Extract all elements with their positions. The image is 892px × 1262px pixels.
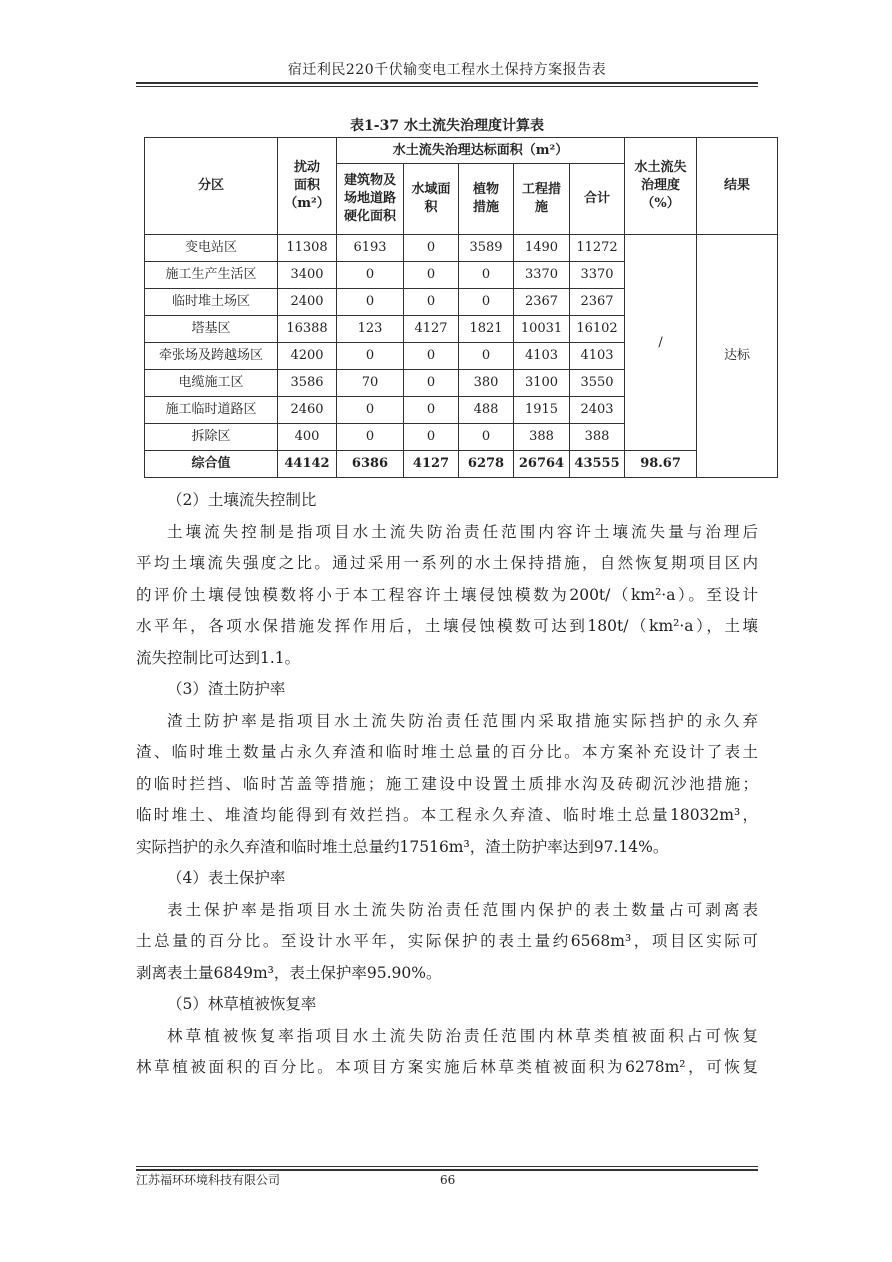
total-water: 4127 <box>404 451 459 478</box>
total-sum: 43555 <box>570 451 625 478</box>
cell-building: 0 <box>337 289 404 316</box>
cell-building: 70 <box>337 370 404 397</box>
header-treatment-degree: 水土流失 治理度 （%） <box>625 138 697 235</box>
erosion-control-table <box>144 137 778 478</box>
cell-engineering: 1915 <box>514 397 570 424</box>
cell-plant: 0 <box>459 289 514 316</box>
page-header-title: 宿迁利民220千伏输变电工程水土保持方案报告表 <box>287 62 607 78</box>
cell-water: 0 <box>404 262 459 289</box>
cell-sum: 11272 <box>570 235 625 262</box>
header-water-area: 水域面 积 <box>404 164 459 235</box>
footer-rule <box>136 1166 758 1167</box>
cell-engineering: 1490 <box>514 235 570 262</box>
cell-water: 0 <box>404 289 459 316</box>
cell-water: 0 <box>404 424 459 451</box>
cell-plant: 0 <box>459 343 514 370</box>
cell-water: 0 <box>404 370 459 397</box>
cell-plant: 488 <box>459 397 514 424</box>
cell-disturbed: 400 <box>278 424 337 451</box>
paragraph-topsoil-protection: 表土保护率是指项目水土流失防治责任范围内保护的表土数量占可剥离表 土总量的百分比。至设计水平年，实际保护的表土量约6568m³，项目区实际可 剥离表土量6849m³，表土保护率95.90%。 <box>136 900 758 982</box>
cell-zone: 变电站区 <box>145 235 278 262</box>
cell-sum: 2367 <box>570 289 625 316</box>
cell-building: 0 <box>337 262 404 289</box>
cell-plant: 0 <box>459 424 514 451</box>
cell-building: 123 <box>337 316 404 343</box>
cell-zone: 电缆施工区 <box>145 370 278 397</box>
total-plant: 6278 <box>459 451 514 478</box>
table-row <box>145 235 778 262</box>
cell-plant: 1821 <box>459 316 514 343</box>
footer-page-number: 66 <box>440 1173 456 1187</box>
total-disturbed: 44142 <box>278 451 337 478</box>
table-total-row <box>145 451 778 478</box>
header-rule-thin <box>136 86 758 87</box>
cell-water: 0 <box>404 397 459 424</box>
cell-engineering: 4103 <box>514 343 570 370</box>
cell-result-merged: 达标 <box>697 235 778 478</box>
total-engineering: 26764 <box>514 451 570 478</box>
cell-sum: 3370 <box>570 262 625 289</box>
cell-sum: 388 <box>570 424 625 451</box>
header-disturbed-area: 扰动 面积 （m²） <box>278 138 337 235</box>
cell-disturbed: 3400 <box>278 262 337 289</box>
cell-sum: 16102 <box>570 316 625 343</box>
cell-plant: 0 <box>459 262 514 289</box>
section-title-topsoil-protection: （4）表土保护率 <box>167 869 286 887</box>
cell-engineering: 3100 <box>514 370 570 397</box>
cell-zone: 施工临时道路区 <box>145 397 278 424</box>
cell-zone: 牵张场及跨越场区 <box>145 343 278 370</box>
cell-engineering: 388 <box>514 424 570 451</box>
cell-building: 0 <box>337 397 404 424</box>
header-building-area: 建筑物及 场地道路 硬化面积 <box>337 164 404 235</box>
header-engineering-measures: 工程措 施 <box>514 164 570 235</box>
header-sum: 合计 <box>570 164 625 235</box>
cell-zone: 施工生产生活区 <box>145 262 278 289</box>
cell-disturbed: 4200 <box>278 343 337 370</box>
total-building: 6386 <box>337 451 404 478</box>
section-title-vegetation-recovery: （5）林草植被恢复率 <box>167 995 317 1013</box>
cell-building: 0 <box>337 424 404 451</box>
cell-water: 0 <box>404 235 459 262</box>
cell-disturbed: 11308 <box>278 235 337 262</box>
cell-zone: 塔基区 <box>145 316 278 343</box>
cell-water: 4127 <box>404 316 459 343</box>
section-title-soil-loss-ratio: （2）土壤流失控制比 <box>167 491 317 509</box>
cell-zone: 临时堆土场区 <box>145 289 278 316</box>
cell-building: 6193 <box>337 235 404 262</box>
paragraph-spoil-protection: 渣土防护率是指项目水土流失防治责任范围内采取措施实际挡护的永久弃 渣、临时堆土数量占永久弃渣和临时堆土总量的百分比。本方案补充设计了表土 的临时拦挡、临时苫盖等措施；施工建设中设置土质排水沟及砖砌沉沙池措施； 临时堆土、堆渣均能得到有效拦挡。本工程永久弃渣、临时堆土总量18032m³， 实际挡护的永久弃渣和临时堆土总量约17516m³，渣土防护率达到97.14%。 <box>136 711 758 856</box>
body-text <box>136 485 758 1084</box>
cell-disturbed: 3586 <box>278 370 337 397</box>
cell-sum: 3550 <box>570 370 625 397</box>
cell-engineering: 2367 <box>514 289 570 316</box>
cell-engineering: 10031 <box>514 316 570 343</box>
cell-plant: 3589 <box>459 235 514 262</box>
cell-water: 0 <box>404 343 459 370</box>
cell-zone: 拆除区 <box>145 424 278 451</box>
total-zone: 综合值 <box>145 451 278 478</box>
table-caption: 表1-37 水土流失治理度计算表 <box>350 118 544 134</box>
footer-company-name: 江苏福环环境科技有限公司 <box>136 1173 281 1187</box>
table-header-row <box>145 138 778 164</box>
section-title-spoil-protection: （3）渣土防护率 <box>167 680 286 698</box>
header-result: 结果 <box>697 138 778 235</box>
cell-sum: 2403 <box>570 397 625 424</box>
cell-engineering: 3370 <box>514 262 570 289</box>
paragraph-vegetation-recovery: 林草植被恢复率指项目水土流失防治责任范围内林草类植被面积占可恢复 林草植被面积的百分比。本项目方案实施后林草类植被面积为6278m²，可恢复 <box>136 1026 758 1076</box>
header-plant-measures: 植物 措施 <box>459 164 514 235</box>
cell-plant: 380 <box>459 370 514 397</box>
cell-building: 0 <box>337 343 404 370</box>
cell-disturbed: 2400 <box>278 289 337 316</box>
total-degree: 98.67 <box>625 451 697 478</box>
cell-disturbed: 2460 <box>278 397 337 424</box>
paragraph-soil-loss-ratio: 土壤流失控制是指项目水土流失防治责任范围内容许土壤流失量与治理后 平均土壤流失强度之比。通过采用一系列的水土保持措施，自然恢复期项目区内 的评价土壤侵蚀模数将小于本工程容许土壤侵蚀模数为200t/（km²·a）。至设计 水平年，各项水保措施发挥作用后，土壤侵蚀模数可达到180t/（km²·a），土壤 流失控制比可达到1.1。 <box>136 522 758 667</box>
cell-sum: 4103 <box>570 343 625 370</box>
cell-degree-merged: / <box>625 235 697 451</box>
header-zone: 分区 <box>145 138 278 235</box>
header-treated-area-group: 水土流失治理达标面积（m²） <box>337 138 625 164</box>
header-rule <box>136 82 758 84</box>
cell-disturbed: 16388 <box>278 316 337 343</box>
